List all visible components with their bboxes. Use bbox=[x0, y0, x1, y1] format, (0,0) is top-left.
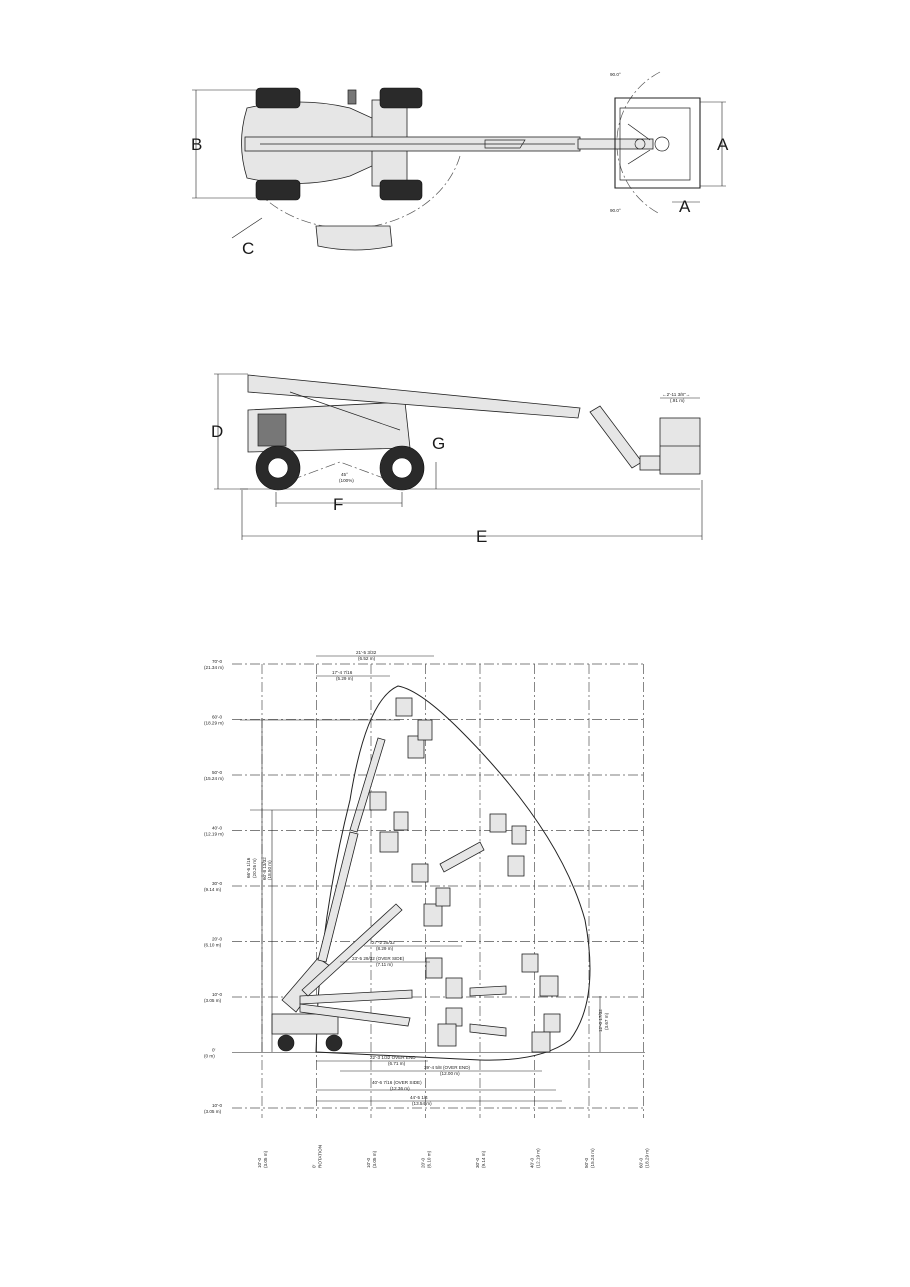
height-tick-label: 60'-0 bbox=[212, 714, 223, 720]
dim-low-2-m: (12.00 m) bbox=[440, 1071, 460, 1076]
reach-tick-label-metric: (12.19 m) bbox=[535, 1148, 541, 1168]
height-tick-label: 70'-0 bbox=[212, 659, 223, 664]
reach-tick-label: 30'-0 bbox=[475, 1157, 480, 1168]
label-g: G bbox=[432, 434, 446, 453]
height-tick-label: 20'-0 bbox=[212, 936, 223, 942]
height-tick-label-metric: (0 m) bbox=[204, 1053, 215, 1059]
label-b: B bbox=[191, 135, 203, 154]
label-f: F bbox=[333, 495, 344, 514]
reach-tick-label-metric: (3.05 m) bbox=[372, 1150, 377, 1168]
engine-cover bbox=[258, 414, 286, 446]
dim-low-1-m: (6.71 m) bbox=[388, 1061, 406, 1066]
dim-low-2: 39'-4 5/8 (OVER END) bbox=[424, 1065, 471, 1070]
reach-tick-label-metric: (3.05 m) bbox=[263, 1150, 268, 1168]
slope-angle-label: 45° bbox=[341, 472, 348, 477]
reach-tick-label-metric: (9.14 m) bbox=[481, 1150, 486, 1168]
dim-mid-reach-1-m: (8.29 m) bbox=[376, 946, 394, 951]
reach-tick-label: 0' bbox=[311, 1164, 317, 1168]
platform-width-label: ←2'-11 3/8"→ bbox=[662, 392, 691, 397]
reach-tick-label-metric: (15.24 m) bbox=[590, 1148, 595, 1168]
tire-rear-right bbox=[380, 180, 422, 200]
boom-top-position bbox=[350, 738, 385, 832]
dim-second-reach-m: (5.29 m) bbox=[336, 676, 354, 681]
range-tire-rear bbox=[326, 1035, 342, 1051]
height-tick-label-metric: (6.10 m) bbox=[204, 942, 222, 948]
angle-top-label: 90.0° bbox=[610, 72, 621, 77]
reach-tick-label-metric: (18.29 m) bbox=[644, 1148, 650, 1168]
range-chart bbox=[204, 650, 650, 1168]
dim-low-4-m: (13.54 m) bbox=[412, 1101, 432, 1106]
height-tick-label-metric: (18.29 m) bbox=[204, 720, 224, 726]
height-tick-label: 40'-0 bbox=[212, 825, 223, 831]
height-axis-labels bbox=[204, 659, 224, 1114]
dim-low-3-m: (12.36 m) bbox=[390, 1086, 410, 1091]
slope-metric-label: (100%) bbox=[339, 478, 354, 483]
reach-tick-label: 60'-0 bbox=[638, 1157, 644, 1168]
height-tick-label-metric: (21.34 m) bbox=[204, 665, 224, 670]
height-tick-label-metric: (9.14 m) bbox=[204, 887, 222, 892]
range-tire-front bbox=[278, 1035, 294, 1051]
counterweight-swing bbox=[316, 226, 392, 250]
dim-height-1: 66'-6 1/16 bbox=[246, 857, 251, 878]
jib-side bbox=[590, 406, 642, 468]
height-tick-label: 10'-0 bbox=[212, 992, 223, 997]
label-c: C bbox=[242, 239, 255, 258]
dim-low-4: 44'-5 1/4 bbox=[410, 1095, 428, 1100]
platform-width-metric: (.91 m) bbox=[670, 398, 685, 403]
dim-below-grade-m: (3.67 m) bbox=[604, 1012, 609, 1030]
label-d: D bbox=[211, 422, 224, 441]
tire-front-left bbox=[256, 88, 300, 108]
dim-mid-reach-2: 23'-5 29/32 (OVER SIDE) bbox=[352, 956, 405, 961]
height-tick-label-metric: (15.24 m) bbox=[204, 776, 224, 781]
label-a-right: A bbox=[717, 135, 729, 154]
angle-bottom-label: 90.0° bbox=[610, 208, 621, 213]
dim-low-3: 40'-6 7/16 (OVER SIDE) bbox=[372, 1080, 422, 1085]
reach-tick-label: 20'-0 bbox=[420, 1157, 426, 1168]
tire-rear-left bbox=[380, 88, 422, 108]
side-view-diagram bbox=[211, 374, 702, 546]
dim-top-reach: 21'-5 3/32 bbox=[356, 650, 377, 655]
reach-tick-label-metric: ROTATION bbox=[317, 1144, 323, 1168]
reach-axis-labels bbox=[257, 1145, 650, 1168]
dim-height-1-m: (20.26 m) bbox=[252, 858, 257, 878]
reach-tick-label: 50'-0 bbox=[584, 1157, 589, 1168]
top-view-diagram bbox=[191, 72, 729, 258]
working-envelope bbox=[316, 686, 590, 1060]
dim-height-2: 60'-8 13/32 bbox=[262, 857, 267, 880]
reach-tick-label: 40'-0 bbox=[529, 1157, 535, 1168]
reach-tick-label: 10'-0 bbox=[366, 1157, 371, 1168]
dim-mid-reach-2-m: (7.11 m) bbox=[376, 962, 393, 967]
dim-mid-reach-1: 27'-2 25/32 bbox=[372, 940, 395, 945]
tire-front-right bbox=[256, 180, 300, 200]
label-a-bottom: A bbox=[679, 197, 691, 216]
dim-height-2-m: (18.50 m) bbox=[267, 860, 272, 880]
height-tick-label-metric: (3.05 m) bbox=[204, 998, 222, 1003]
dim-below-grade: 12'-0 17/32 bbox=[598, 1009, 603, 1032]
dim-low-1: 22'-3 1/32 OVER END bbox=[370, 1055, 416, 1060]
reach-tick-label: 10'-0 bbox=[257, 1157, 262, 1168]
height-tick-label-metric: (12.19 m) bbox=[204, 831, 224, 837]
height-tick-label: 10'-0 bbox=[212, 1103, 223, 1108]
height-tick-label: 0' bbox=[212, 1047, 216, 1053]
height-tick-label: 30'-0 bbox=[212, 881, 223, 886]
dim-second-reach: 17'-4 7/16 bbox=[332, 670, 353, 675]
label-e: E bbox=[476, 527, 488, 546]
dim-top-reach-m: (6.52 m) bbox=[358, 656, 376, 661]
height-tick-label: 50'-0 bbox=[212, 770, 223, 775]
height-tick-label-metric: (3.05 m) bbox=[204, 1109, 222, 1114]
reach-tick-label-metric: (6.10 m) bbox=[426, 1150, 432, 1168]
